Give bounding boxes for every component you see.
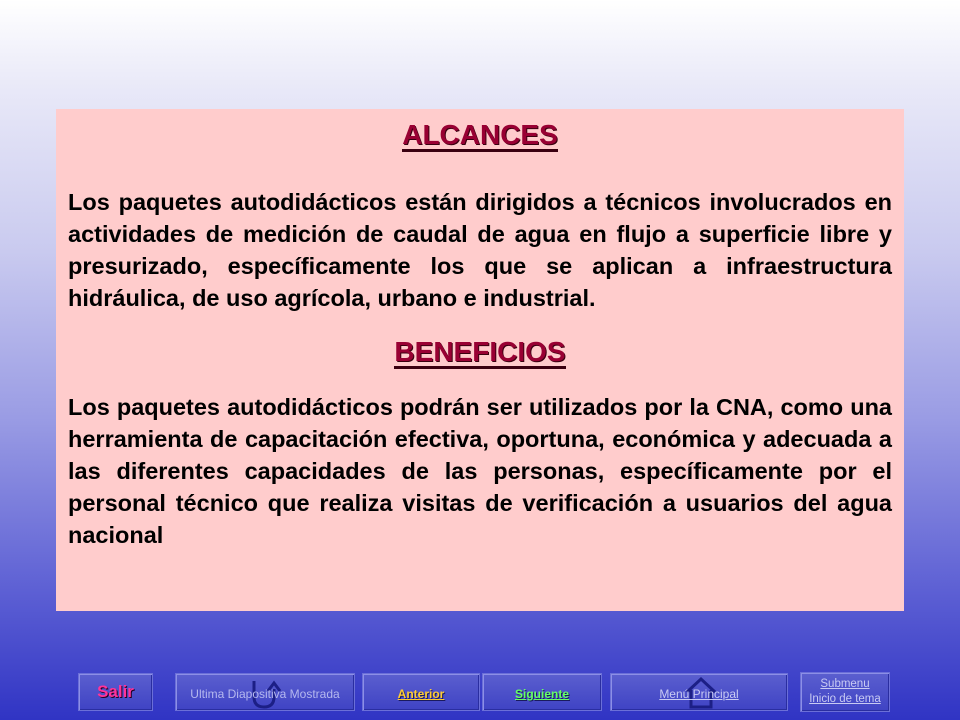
beneficios-title: BENEFICIOS	[394, 336, 566, 367]
submenu-label	[801, 677, 889, 707]
beneficios-heading	[68, 336, 892, 369]
submenu-button[interactable]	[800, 672, 890, 712]
alcances-heading	[68, 119, 892, 152]
alcances-title: ALCANCES	[402, 119, 558, 150]
content-panel	[56, 109, 904, 611]
alcances-paragraph: Los paquetes autodidácticos están dirigidos a técnicos involucrados en actividades de medición de caudal de agua en flujo a superficie libre y presurizado, específicamente los que se aplican a infraestructura hidráulica, de uso agrícola, urbano e industrial.	[68, 189, 892, 311]
menu-principal-button[interactable]	[610, 673, 788, 711]
ultima-label: Ultima Diapositiva Mostrada	[190, 687, 340, 701]
salir-label: Salir	[97, 682, 134, 701]
anterior-label: Anterior	[397, 687, 445, 701]
siguiente-button[interactable]	[482, 673, 602, 711]
salir-button[interactable]	[78, 673, 153, 711]
anterior-button[interactable]	[362, 673, 480, 711]
siguiente-label: Siguiente	[514, 687, 569, 701]
menu-label: Menú Principal	[659, 687, 739, 701]
ultima-diapositiva-button[interactable]	[175, 673, 355, 711]
submenu-line1: Submenu	[820, 678, 870, 690]
submenu-line2: Inicio de tema	[809, 693, 881, 705]
beneficios-paragraph: Los paquetes autodidácticos podrán ser utilizados por la CNA, como una herramienta de capacitación efectiva, oportuna, económica y adecuada a las diferentes capacidades de las personas, específicamente por el personal técnico que realiza visitas de verificación a usuarios del agua nacional	[68, 394, 892, 548]
